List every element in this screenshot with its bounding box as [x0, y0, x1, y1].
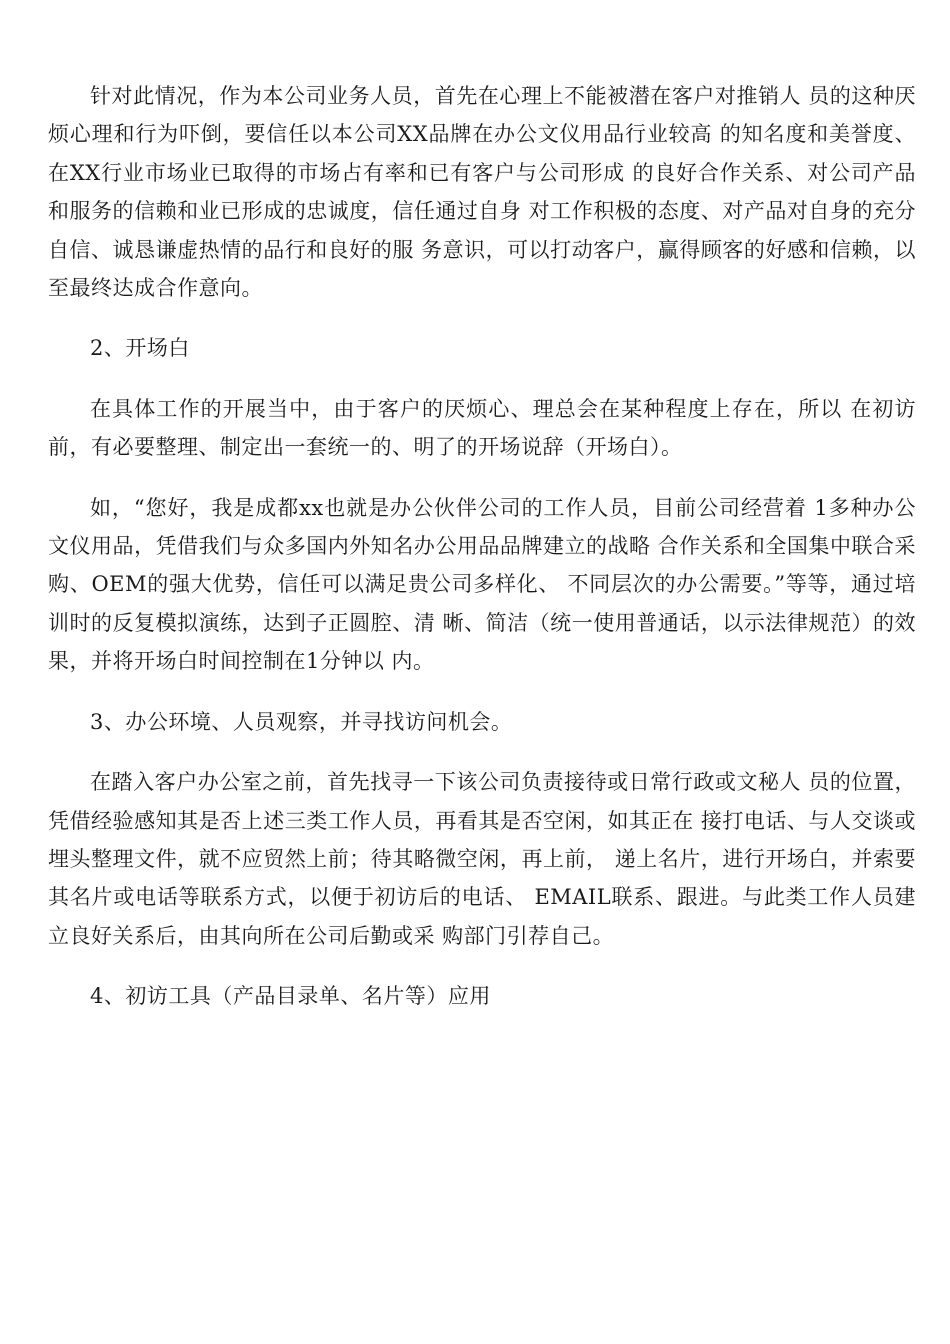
section-heading-office-observation: 3、办公环境、人员观察，并寻找访问机会。	[90, 709, 513, 734]
paragraph-mindset: 针对此情况，作为本公司业务人员，首先在心理上不能被潜在客户对推销人 员的这种厌烦心理和行为吓倒，要信任以本公司XX品牌在办公文仪用品行业较高 的知名度和美誉度、在XX行业市场业已取得的市场占有率和已有客户与公司形成 的良好合作关系、对公司产品和服务的信赖和业已形成的忠诚度，信任通过自身 对工作积极的态度、对产品对自身的充分自信、诚恳谦虚热情的品行和良好的服 务意识，可以打动客户，赢得顾客的好感和信赖，以至最终达成合作意向。	[48, 84, 916, 301]
paragraph-opening-example: 如，“您好，我是成都xx也就是办公伙伴公司的工作人员，目前公司经营着 1多种办公文仪用品，凭借我们与众多国内外知名办公用品品牌建立的战略 合作关系和全国集中联合采购、OEM的强大优势，信任可以满足贵公司多样化、 不同层次的办公需要。”等等，通过培训时的反复模拟演练，达到子正圆腔、清 晰、简洁（统一使用普通话，以示法律规范）的效果，并将开场白时间控制在1分钟以 内。	[48, 495, 916, 674]
paragraph-opening-intro: 在具体工作的开展当中，由于客户的厌烦心、理总会在某种程度上存在，所以 在初访前，有必要整理、制定出一套统一的、明了的开场说辞（开场白）。	[48, 396, 916, 460]
document-page	[48, 77, 916, 1016]
paragraph-office-observation: 在踏入客户办公室之前，首先找寻一下该公司负责接待或日常行政或文秘人 员的位置，凭借经验感知其是否上述三类工作人员，再看其是否空闲，如其正在 接打电话、与人交谈或埋头整理文件，就不应贸然上前；待其略微空闲，再上前， 递上名片，进行开场白，并索要其名片或电话等联系方式，以便于初访后的电话、 EMAIL联系、跟进。与此类工作人员建立良好关系后，由其向所在公司后勤或采 购部门引荐自己。	[48, 770, 916, 948]
section-heading-opening-remarks: 2、开场白	[90, 336, 190, 361]
section-heading-visit-tools: 4、初访工具（产品目录单、名片等）应用	[90, 984, 491, 1009]
